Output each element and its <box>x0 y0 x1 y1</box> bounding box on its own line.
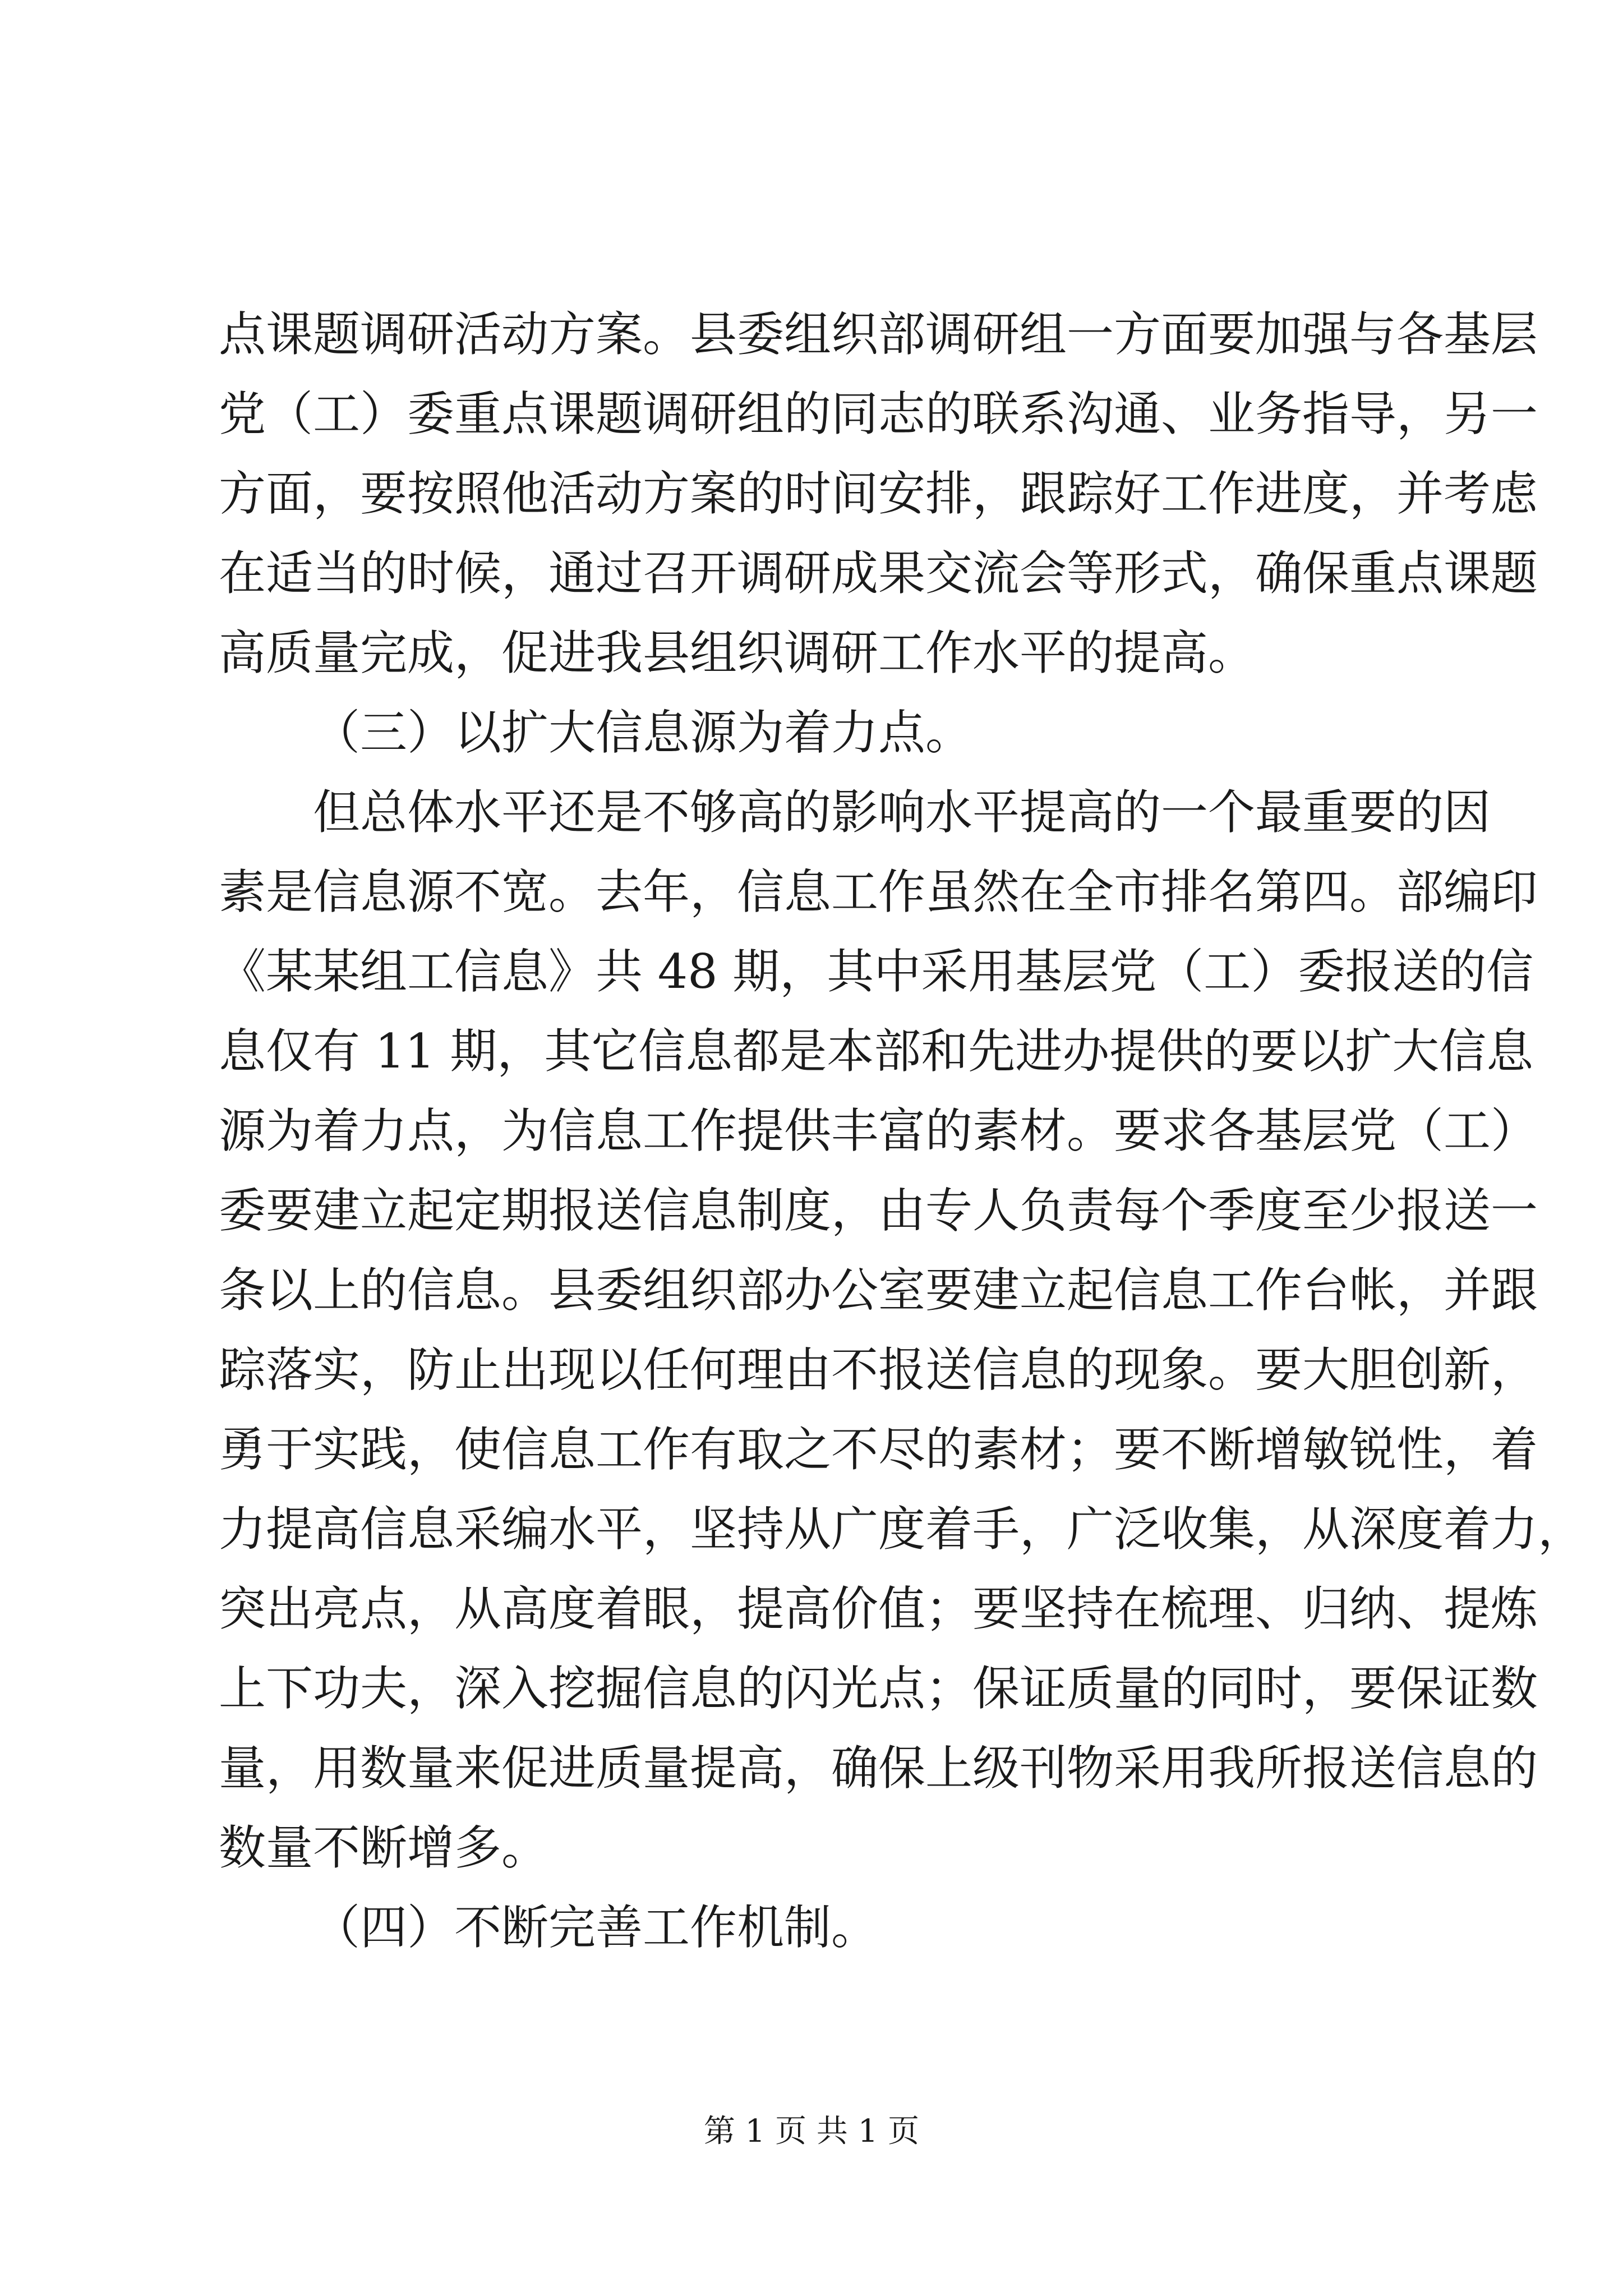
text-line: 《某某组工信息》共 48 期，其中采用基层党（工）委报送的信 <box>219 944 1534 999</box>
section-heading: （三）以扩大信息源为着力点。 <box>313 705 973 760</box>
text-line: 但总体水平还是不够高的影响水平提高的一个最重要的因 <box>313 785 1491 840</box>
text-line: 源为着力点，为信息工作提供丰富的素材。要求各基层党（工） <box>219 1103 1538 1158</box>
text-line: 条以上的信息。县委组织部办公室要建立起信息工作台帐，并跟 <box>219 1263 1538 1318</box>
text-line: 息仅有 11 期，其它信息都是本部和先进办提供的要以扩大信息 <box>219 1024 1534 1079</box>
section-heading: （四）不断完善工作机制。 <box>313 1900 879 1955</box>
text-line: 党（工）委重点课题调研组的同志的联系沟通、业务指导，另一 <box>219 386 1538 441</box>
text-line: 勇于实践，使信息工作有取之不尽的素材；要不断增敏锐性，着 <box>219 1422 1538 1477</box>
text-line: 在适当的时候，通过召开调研成果交流会等形式，确保重点课题 <box>219 546 1538 601</box>
text-line: 突出亮点，从高度着眼，提高价值；要坚持在梳理、归纳、提炼 <box>219 1581 1538 1636</box>
text-line: 点课题调研活动方案。县委组织部调研组一方面要加强与各基层 <box>219 307 1538 362</box>
text-line: 力提高信息采编水平，坚持从广度着手，广泛收集，从深度着力， <box>219 1502 1585 1557</box>
text-line: 素是信息源不宽。去年，信息工作虽然在全市排名第四。部编印 <box>219 864 1538 919</box>
text-line: 量，用数量来促进质量提高，确保上级刊物采用我所报送信息的 <box>219 1741 1538 1796</box>
document-body <box>219 295 1585 1967</box>
text-line: 上下功夫，深入挖掘信息的闪光点；保证质量的同时，要保证数 <box>219 1661 1538 1716</box>
text-line: 踪落实，防止出现以任何理由不报送信息的现象。要大胆创新， <box>219 1342 1538 1397</box>
text-line: 高质量完成，促进我县组织调研工作水平的提高。 <box>219 625 1256 680</box>
text-line: 委要建立起定期报送信息制度，由专人负责每个季度至少报送一 <box>219 1183 1538 1238</box>
text-line: 数量不断增多。 <box>219 1820 549 1875</box>
text-line: 方面，要按照他活动方案的时间安排，跟踪好工作进度，并考虑 <box>219 466 1538 521</box>
page-footer: 第 1 页 共 1 页 <box>703 2113 920 2150</box>
